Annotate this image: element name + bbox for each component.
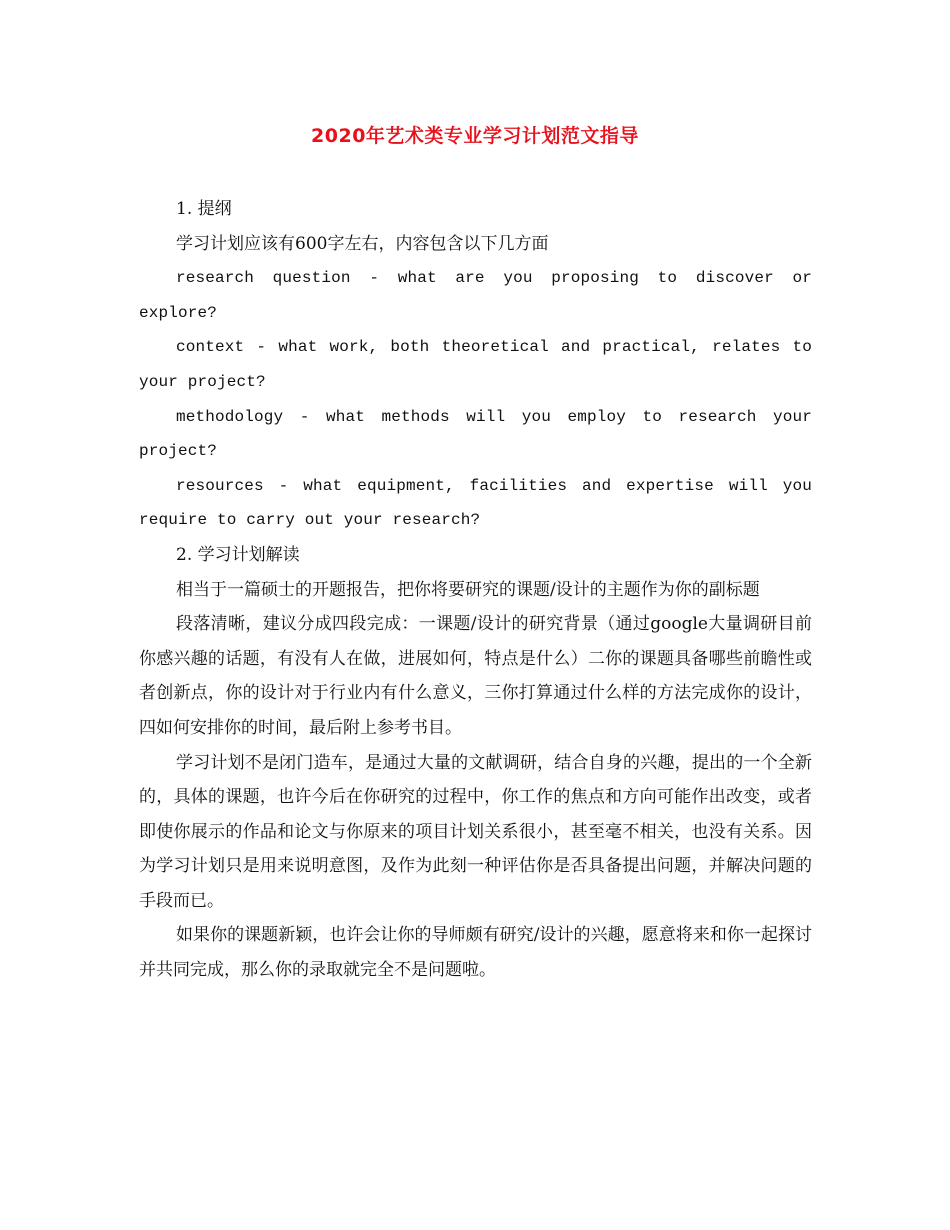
paragraph-research-question: research question - what are you proposing to discover or explore? (139, 269, 812, 322)
section-heading-interpretation: 2. 学习计划解读 (176, 544, 300, 565)
paragraph-novel-topic: 如果你的课题新颖，也许会让你的导师颇有研究/设计的兴趣，愿意将来和你一起探讨并共同完成，那么你的录取就完全不是问题啦。 (139, 925, 812, 981)
document-body (139, 192, 812, 988)
paragraph-not-isolated: 学习计划不是闭门造车，是通过大量的文献调研，结合自身的兴趣，提出的一个全新的，具体的课题，也许今后在你研究的过程中，你工作的焦点和方向可能作出改变，或者即使你展示的作品和论文与你原来的项目计划关系很小，甚至毫不相关，也没有关系。因为学习计划只是用来说明意图，及作为此刻一种评估你是否具备提出问题，并解决问题的手段而已。 (139, 752, 812, 911)
paragraph-thesis-proposal: 相当于一篇硕士的开题报告，把你将要研究的课题/设计的主题作为你的副标题 (176, 579, 760, 600)
paragraph-methodology: methodology - what methods will you employ to research your project? (139, 407, 812, 461)
paragraph-resources: resources - what equipment, facilities and expertise will you require to carry out your research? (139, 476, 812, 530)
paragraph-context: context - what work, both theoretical and practical, relates to your project? (139, 338, 812, 391)
document-title: 2020年艺术类专业学习计划范文指导 (311, 125, 639, 147)
paragraph-word-count: 学习计划应该有600字左右，内容包含以下几方面 (176, 233, 549, 254)
paragraph-structure: 段落清晰，建议分成四段完成：一课题/设计的研究背景（通过google大量调研目前你感兴趣的话题，有没有人在做，进展如何，特点是什么）二你的课题具备哪些前瞻性或者创新点，你的设计对于行业内有什么意义，三你打算通过什么样的方法完成你的设计，四如何安排你的时间，最后附上参考书目。 (139, 614, 812, 738)
section-heading-outline: 1. 提纲 (176, 199, 232, 219)
